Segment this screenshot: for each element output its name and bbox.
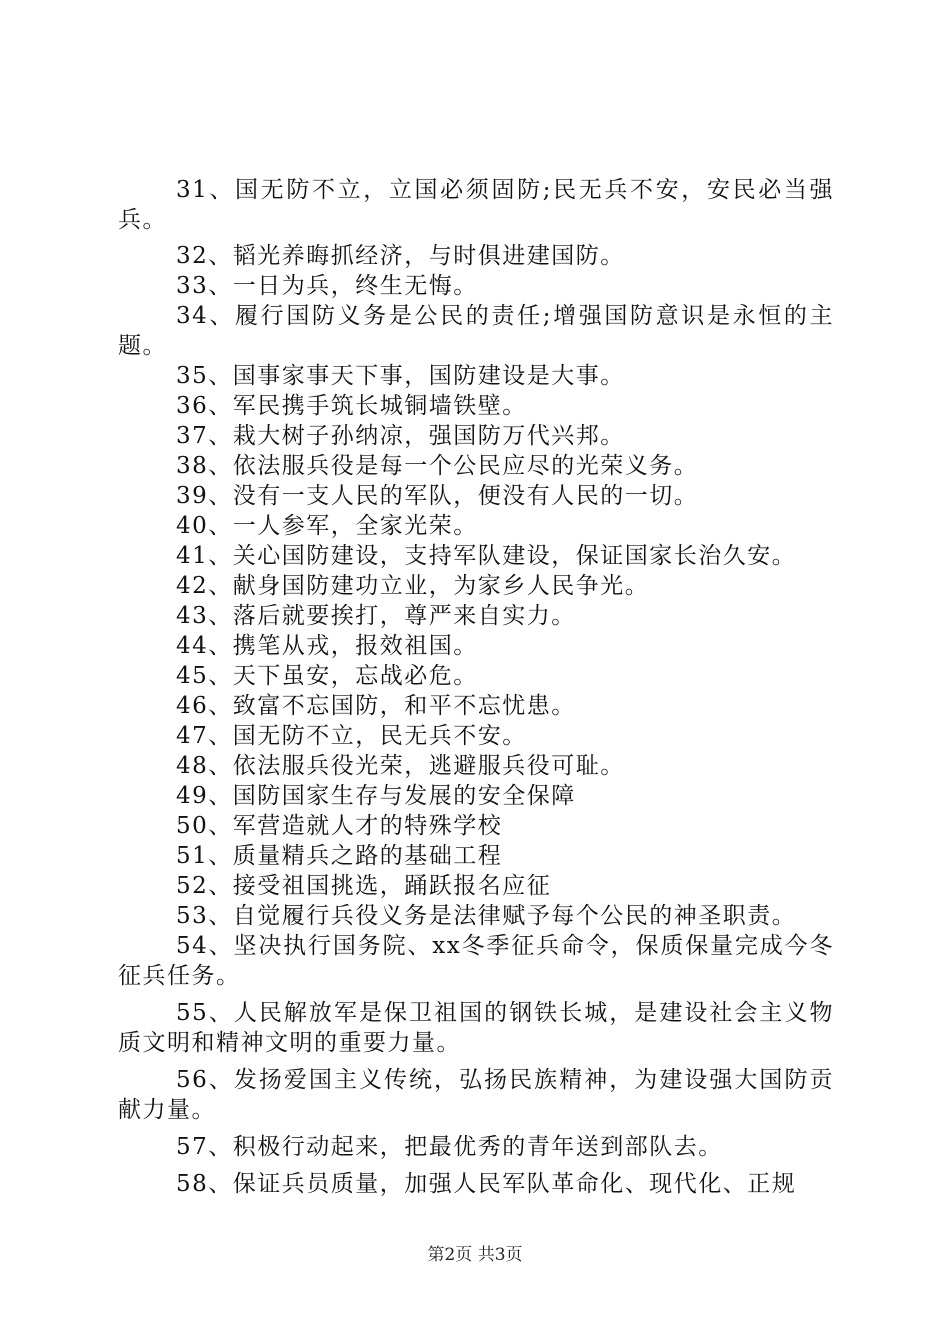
- slogan-41: 41、关心国防建设，支持军队建设，保证国家长治久安。: [176, 543, 797, 569]
- slogan-58: 58、保证兵员质量，加强人民军队革命化、现代化、正规: [176, 1171, 797, 1197]
- slogan-49: 49、国防国家生存与发展的安全保障: [176, 783, 576, 809]
- slogan-list: [118, 175, 834, 1199]
- slogan-57: 57、积极行动起来，把最优秀的青年送到部队去。: [176, 1134, 723, 1160]
- slogan-36: 36、军民携手筑长城铜墙铁壁。: [176, 393, 527, 419]
- slogan-31: 31、国无防不立，立国必须固防;民无兵不安，安民必当强兵。: [118, 177, 834, 233]
- slogan-39: 39、没有一支人民的军队，便没有人民的一切。: [176, 483, 699, 509]
- slogan-42: 42、献身国防建功立业，为家乡人民争光。: [176, 573, 650, 599]
- slogan-52: 52、接受祖国挑选，踊跃报名应征: [176, 873, 552, 899]
- slogan-48: 48、依法服兵役光荣，逃避服兵役可耻。: [176, 753, 625, 779]
- slogan-35: 35、国事家事天下事，国防建设是大事。: [176, 363, 625, 389]
- slogan-43: 43、落后就要挨打，尊严来自实力。: [176, 603, 576, 629]
- slogan-47: 47、国无防不立，民无兵不安。: [176, 723, 527, 749]
- slogan-53: 53、自觉履行兵役义务是法律赋予每个公民的神圣职责。: [176, 903, 797, 929]
- slogan-45: 45、天下虽安，忘战必危。: [176, 663, 478, 689]
- slogan-40: 40、一人参军，全家光荣。: [176, 513, 478, 539]
- slogan-38: 38、依法服兵役是每一个公民应尽的光荣义务。: [176, 453, 699, 479]
- page-number-footer: 第2页 共3页: [427, 1245, 523, 1265]
- slogan-34: 34、履行国防义务是公民的责任;增强国防意识是永恒的主题。: [118, 303, 834, 359]
- slogan-56: 56、发扬爱国主义传统，弘扬民族精神，为建设强大国防贡献力量。: [118, 1067, 834, 1123]
- slogan-32: 32、韬光养晦抓经济，与时俱进建国防。: [176, 243, 625, 269]
- slogan-33: 33、一日为兵，终生无悔。: [176, 273, 478, 299]
- slogan-54: 54、坚决执行国务院、xx冬季征兵命令，保质保量完成今冬征兵任务。: [118, 933, 834, 989]
- slogan-51: 51、质量精兵之路的基础工程: [176, 843, 503, 869]
- slogan-44: 44、携笔从戎，报效祖国。: [176, 633, 478, 659]
- slogan-50: 50、军营造就人才的特殊学校: [176, 813, 503, 839]
- slogan-46: 46、致富不忘国防，和平不忘忧患。: [176, 693, 576, 719]
- slogan-55: 55、人民解放军是保卫祖国的钢铁长城，是建设社会主义物质文明和精神文明的重要力量。: [118, 1000, 834, 1056]
- slogan-37: 37、栽大树子孙纳凉，强国防万代兴邦。: [176, 423, 625, 449]
